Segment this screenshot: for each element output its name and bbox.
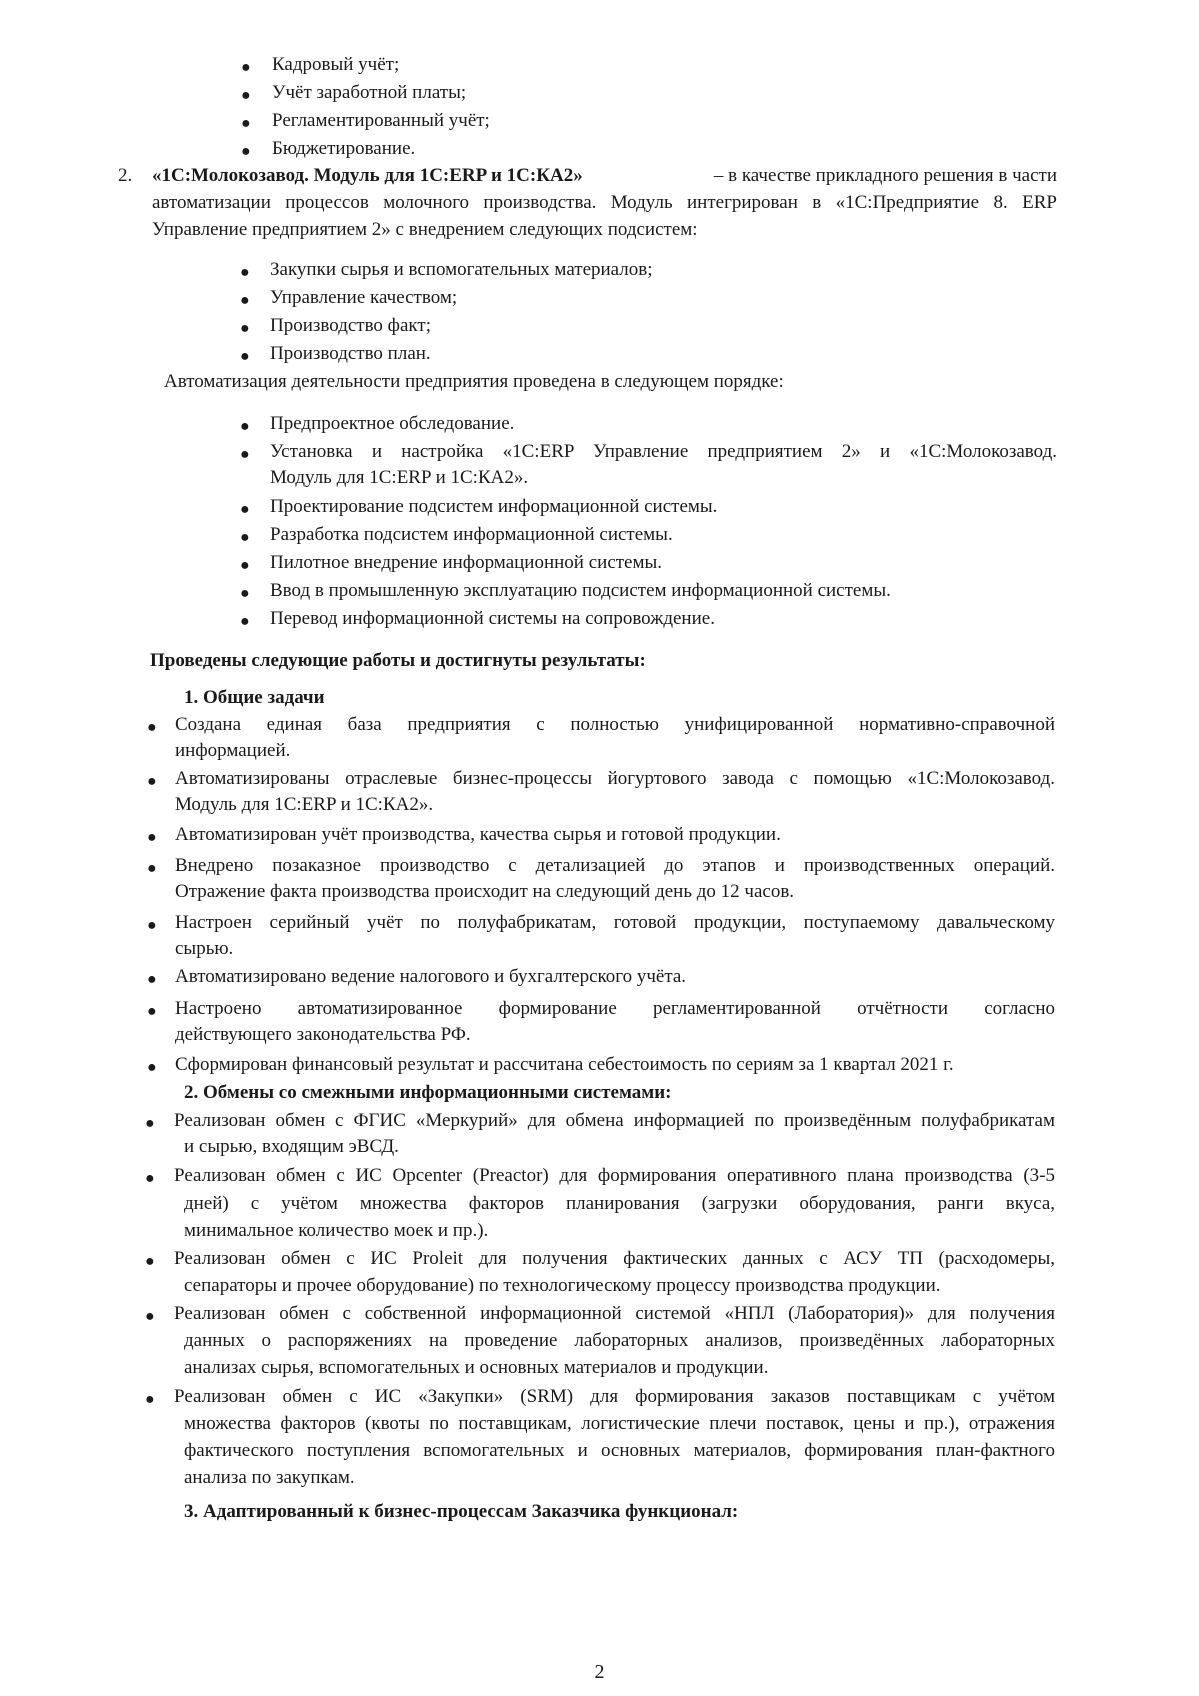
list-item: Реализован обмен с ИС Proleit для получения фактических данных с АСУ ТП (расходомеры, <box>174 1248 1055 1269</box>
list-item: Сформирован финансовый результат и рассчитана себестоимость по сериям за 1 квартал 2021 г. <box>175 1054 954 1075</box>
item2-heading-line <box>152 164 1057 188</box>
list-item: Внедрено позаказное производство с детализацией до этапов и производственных операций. <box>175 855 1055 876</box>
list-item: Регламентированный учёт; <box>272 110 490 131</box>
bullet-icon: ● <box>240 418 250 435</box>
bullet-icon: ● <box>145 1391 155 1408</box>
list-item: Закупки сырья и вспомогательных материалов; <box>270 259 653 280</box>
bullet-icon: ● <box>145 1115 155 1132</box>
list-item: Предпроектное обследование. <box>270 413 515 434</box>
list-item: Реализован обмен с ИС Opcenter (Preactor) для формирования оперативного плана производства (3-5 <box>174 1165 1055 1186</box>
list-item-continuation: и сырью, входящим эВСД. <box>184 1136 399 1157</box>
list-item: Производство план. <box>270 343 431 364</box>
bullet-icon: ● <box>240 348 250 365</box>
list-item: Ввод в промышленную эксплуатацию подсистем информационной системы. <box>270 580 891 601</box>
section2-title: 2. Обмены со смежными информационными системами: <box>184 1082 672 1103</box>
section1-title: 1. Общие задачи <box>184 687 325 708</box>
bullet-icon: ● <box>240 613 250 630</box>
list-item-continuation: множества факторов (квоты по поставщикам, логистические плечи поставок, цены и пр.), отражения <box>184 1413 1055 1434</box>
bullet-icon: ● <box>240 292 250 309</box>
bullet-icon: ● <box>147 719 157 736</box>
bullet-icon: ● <box>145 1308 155 1325</box>
list-item: Бюджетирование. <box>272 138 416 159</box>
bullet-icon: ● <box>240 320 250 337</box>
list-item: Перевод информационной системы на сопровождение. <box>270 608 715 629</box>
list-item: Управление качеством; <box>270 287 458 308</box>
bullet-icon: ● <box>241 87 251 104</box>
list-item: Реализован обмен с ИС «Закупки» (SRM) для формирования заказов поставщикам с учётом <box>174 1386 1055 1407</box>
bullet-icon: ● <box>240 585 250 602</box>
list-item-continuation: анализа по закупкам. <box>184 1467 355 1488</box>
list-item-continuation: Модуль для 1С:ERP и 1С:КА2». <box>270 467 529 488</box>
list-item-continuation: Отражение факта производства происходит на следующий день до 12 часов. <box>175 881 795 902</box>
list-item: Производство факт; <box>270 315 431 336</box>
bullet-icon: ● <box>147 1059 157 1076</box>
bullet-icon: ● <box>145 1170 155 1187</box>
bullet-icon: ● <box>240 529 250 546</box>
bullet-icon: ● <box>147 773 157 790</box>
bullet-icon: ● <box>241 143 251 160</box>
bullet-icon: ● <box>147 971 157 988</box>
list-item-continuation: данных о распоряжениях на проведение лабораторных анализов, произведённых лабораторных <box>184 1330 1055 1351</box>
list-item: Кадровый учёт; <box>272 54 400 75</box>
bullet-icon: ● <box>240 264 250 281</box>
list-item-continuation: фактического поступления вспомогательных и основных материалов, формирования план-фактного <box>184 1440 1055 1461</box>
list-item-continuation: минимальное количество моек и пр.). <box>184 1220 489 1241</box>
list-item-continuation: сырью. <box>175 938 234 959</box>
item2-title: «1С:Молокозавод. Модуль для 1С:ERP и 1С:КА2» <box>152 165 583 186</box>
bullet-icon: ● <box>147 1003 157 1020</box>
list-item: Пилотное внедрение информационной системы. <box>270 552 663 573</box>
bullet-icon: ● <box>240 557 250 574</box>
item2-line3: Управление предприятием 2» с внедрением следующих подсистем: <box>152 219 698 240</box>
list-item: Установка и настройка «1С:ERP Управление предприятием 2» и «1С:Молокозавод. <box>270 441 1057 462</box>
bullet-icon: ● <box>241 59 251 76</box>
bullet-icon: ● <box>145 1253 155 1270</box>
list-item: Реализован обмен с собственной информационной системой «НПЛ (Лаборатория)» для получения <box>174 1303 1055 1324</box>
list-item-continuation: сепараторы и прочее оборудование) по технологическому процессу производства продукции. <box>184 1275 941 1296</box>
section3-title: 3. Адаптированный к бизнес-процессам Заказчика функционал: <box>184 1501 739 1522</box>
bullet-icon: ● <box>147 860 157 877</box>
bullet-icon: ● <box>241 115 251 132</box>
list-item: Настроен серийный учёт по полуфабрикатам, готовой продукции, поступаемому давальческому <box>175 912 1055 933</box>
list-item: Учёт заработной платы; <box>272 82 467 103</box>
list-item: Проектирование подсистем информационной системы. <box>270 496 718 517</box>
list-item: Автоматизировано ведение налогового и бухгалтерского учёта. <box>175 966 687 987</box>
results-heading: Проведены следующие работы и достигнуты результаты: <box>150 650 646 671</box>
list-item: Разработка подсистем информационной системы. <box>270 524 673 545</box>
list-item: Реализован обмен с ФГИС «Меркурий» для обмена информацией по произведённым полуфабрикатам <box>174 1110 1055 1131</box>
order-intro: Автоматизация деятельности предприятия проведена в следующем порядке: <box>164 371 784 392</box>
bullet-icon: ● <box>240 501 250 518</box>
list-item-continuation: действующего законодательства РФ. <box>175 1024 471 1045</box>
bullet-icon: ● <box>240 446 250 463</box>
list-item-continuation: дней) с учётом множества факторов планирования (загрузки оборудования, ранги вкуса, <box>184 1193 1055 1214</box>
item2-line1-rest: – в качестве прикладного решения в части <box>713 165 1057 186</box>
bullet-icon: ● <box>147 917 157 934</box>
list-item-continuation: Модуль для 1С:ERP и 1С:КА2». <box>175 794 434 815</box>
list-item: Настроено автоматизированное формирование регламентированной отчётности согласно <box>175 998 1055 1019</box>
item-number: 2. <box>118 165 133 186</box>
bullet-icon: ● <box>147 829 157 846</box>
list-item-continuation: информацией. <box>175 740 291 761</box>
list-item: Создана единая база предприятия с полностью унифицированной нормативно-справочной <box>175 714 1055 735</box>
page-number: 2 <box>594 1661 605 1683</box>
list-item: Автоматизированы отраслевые бизнес-процессы йогуртового завода с помощью «1С:Молокозавод. <box>175 768 1055 789</box>
list-item-continuation: анализах сырья, вспомогательных и основных материалов и продукции. <box>184 1357 769 1378</box>
list-item: Автоматизирован учёт производства, качества сырья и готовой продукции. <box>175 824 781 845</box>
item2-line2: автоматизации процессов молочного производства. Модуль интегрирован в «1С:Предприятие 8. ERP <box>152 192 1057 213</box>
